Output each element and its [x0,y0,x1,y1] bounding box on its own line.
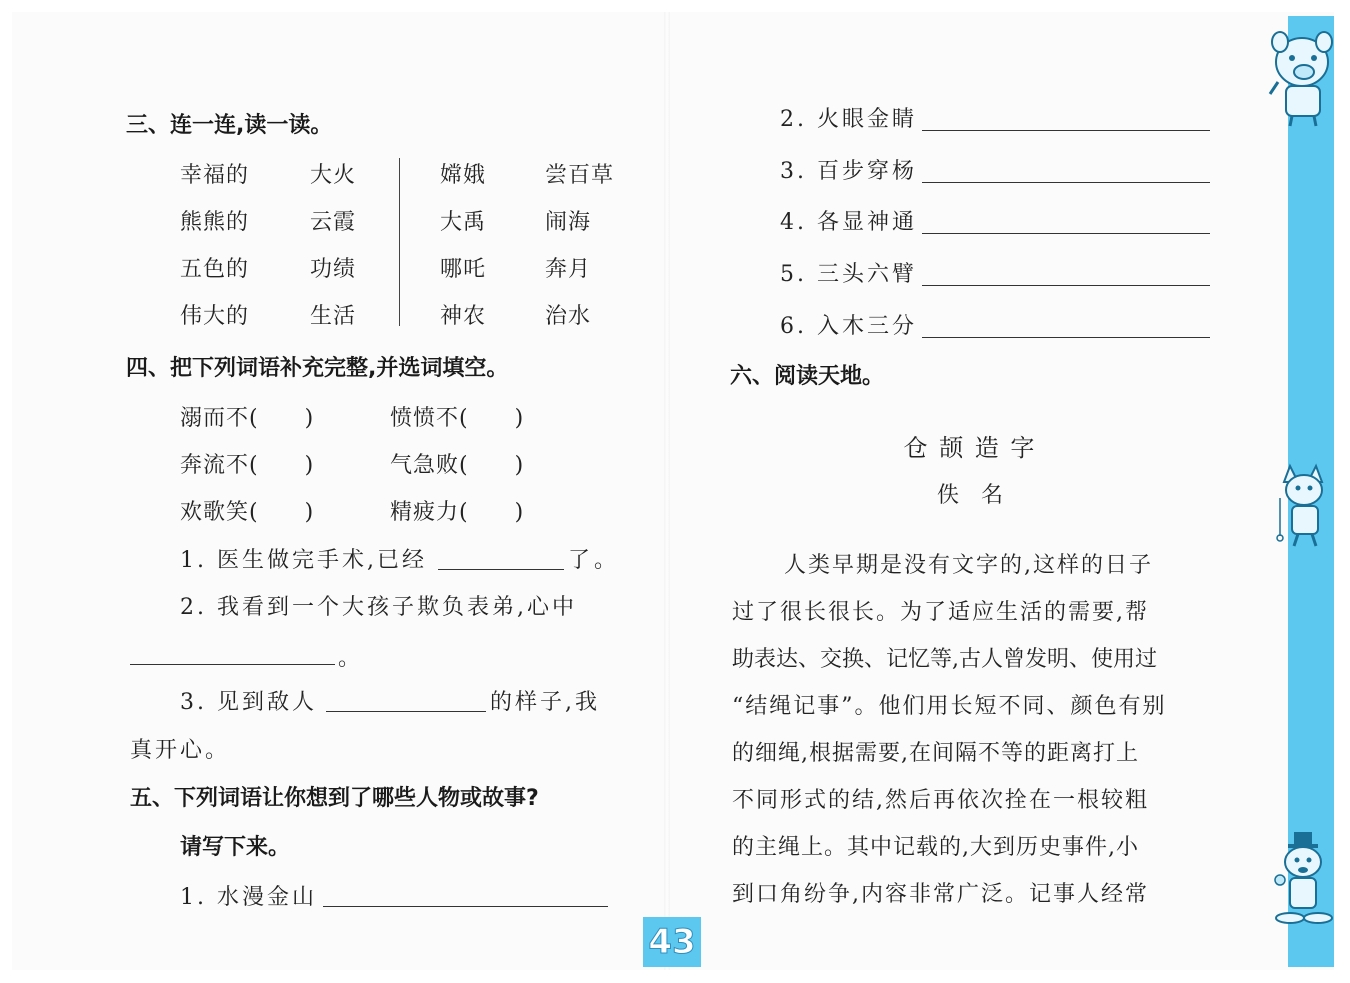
fill-question-2: 2. 我看到一个大孩子欺负表弟,心中 [180,595,577,620]
fill-question-1-end: 了。 [568,548,621,573]
page-number: 43 [643,917,701,967]
fill-question-3-end: 真开心。 [130,738,231,763]
match-right-word[interactable]: 闹海 [545,210,592,235]
fill-question-2-end: 。 [338,646,365,671]
story-author: 佚 名 [936,483,1003,508]
answer-blank[interactable] [922,285,1210,286]
answer-blank[interactable] [922,233,1210,234]
match-right-word[interactable]: 大火 [310,163,357,188]
match-left-word[interactable]: 大禹 [440,210,487,235]
section-5-title: 五、下列词语让你想到了哪些人物或故事? [130,786,539,811]
story-line: 的细绳,根据需要,在间隔不等的距离打上 [732,741,1139,766]
story-title: 仓 颉 造 字 [903,434,1037,462]
story-line: 的主绳上。其中记载的,大到历史事件,小 [732,835,1139,860]
idiom-fill-item[interactable]: 溺而不( ) [180,406,315,431]
idiom-fill-item[interactable]: 欢歌笑( ) [180,500,315,525]
idiom-fill-item[interactable]: 奔流不( ) [180,453,315,478]
answer-blank[interactable] [922,130,1210,131]
story-line: 到口角纷争,内容非常广泛。记事人经常 [732,882,1149,907]
story-item: 1. 水漫金山 [180,885,317,910]
match-right-word[interactable]: 尝百草 [545,163,615,188]
match-left-word[interactable]: 幸福的 [180,163,250,188]
answer-blank[interactable] [326,711,486,712]
answer-blank[interactable] [323,906,608,907]
wolf-mascot-icon [1270,458,1336,550]
story-line: 人类早期是没有文字的,这样的日子 [784,553,1153,578]
section-6-title: 六、阅读天地。 [730,364,885,389]
answer-blank[interactable] [922,337,1210,338]
dog-mascot-icon [1268,828,1338,928]
answer-blank[interactable] [922,182,1210,183]
match-left-word[interactable]: 熊熊的 [180,210,250,235]
match-left-word[interactable]: 伟大的 [180,304,250,329]
story-item: 2. 火眼金睛 [780,107,917,132]
idiom-fill-item[interactable]: 愤愤不( ) [390,406,525,431]
story-line: 过了很长很长。为了适应生活的需要,帮 [732,600,1149,625]
story-item: 4. 各显神通 [780,210,917,235]
idiom-fill-item[interactable]: 气急败( ) [390,453,525,478]
match-divider [399,158,400,326]
story-line: 不同形式的结,然后再依次拴在一根较粗 [732,788,1149,813]
section-5-title-line2: 请写下来。 [180,835,291,860]
match-right-word[interactable]: 功绩 [310,257,357,282]
section-4-title: 四、把下列词语补充完整,并选词填空。 [126,356,509,381]
fill-question-3: 3. 见到敌人 [180,690,317,715]
fill-question-3-mid: 的样子,我 [490,690,600,715]
answer-blank[interactable] [130,664,335,665]
story-item: 5. 三头六臂 [780,262,917,287]
match-left-word[interactable]: 哪吒 [440,257,487,282]
story-line: 助表达、交换、记忆等,古人曾发明、使用过 [732,647,1157,672]
book-gutter [664,12,670,970]
match-right-word[interactable]: 治水 [545,304,592,329]
match-right-word[interactable]: 生活 [310,304,357,329]
match-left-word[interactable]: 嫦娥 [440,163,487,188]
idiom-fill-item[interactable]: 精疲力( ) [390,500,525,525]
match-right-word[interactable]: 奔月 [545,257,592,282]
fill-question-1: 1. 医生做完手术,已经 [180,548,427,573]
match-right-word[interactable]: 云霞 [310,210,357,235]
pig-mascot-icon [1262,22,1338,128]
story-item: 6. 入木三分 [780,314,917,339]
story-item: 3. 百步穿杨 [780,159,917,184]
match-left-word[interactable]: 神农 [440,304,487,329]
match-left-word[interactable]: 五色的 [180,257,250,282]
story-line: “结绳记事”。他们用长短不同、颜色有别 [732,694,1167,719]
answer-blank[interactable] [438,569,564,570]
section-3-title: 三、连一连,读一读。 [126,113,333,138]
